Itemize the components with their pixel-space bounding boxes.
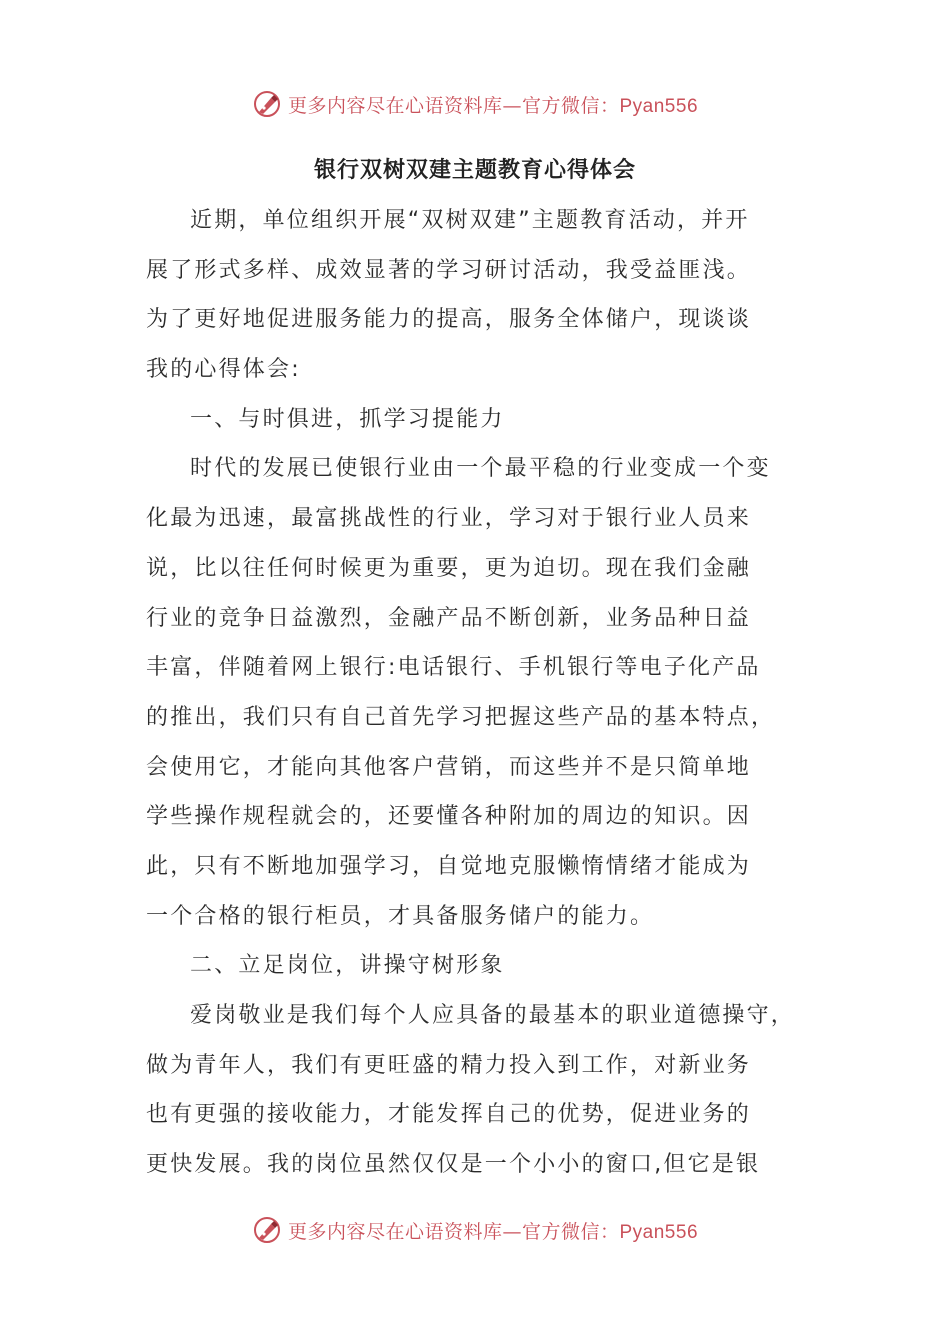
paragraph-line: 化最为迅速，最富挑战性的行业，学习对于银行业人员来 — [146, 506, 752, 532]
banner-slogan: 更多内容尽在心语资料库—官方微信： — [287, 1220, 620, 1243]
banner-wechat-id: Pyan556 — [619, 95, 699, 117]
paragraph-line: 爱岗敬业是我们每个人应具备的最基本的职业道德操守， — [190, 1003, 796, 1028]
paragraph-line: 近期，单位组织开展“双树双建”主题教育活动，并开 — [190, 208, 750, 233]
paragraph-line: 说，比以往任何时候更为重要，更为迫切。现在我们金融 — [146, 555, 752, 581]
paragraph-line: 学些操作规程就会的，还要懂各种附加的周边的知识。因 — [146, 804, 752, 830]
banner-wechat-id: Pyan556 — [619, 1221, 699, 1243]
paragraph-line: 时代的发展已使银行业由一个最平稳的行业变成一个变 — [190, 456, 771, 482]
banner-slogan: 更多内容尽在心语资料库—官方微信： — [287, 94, 620, 117]
paragraph-line: 我的心得体会: — [146, 357, 301, 383]
paragraph-line: 会使用它，才能向其他客户营销，而这些并不是只简单地 — [146, 754, 752, 780]
document-title: 银行双树双建主题教育心得体会 — [313, 158, 636, 183]
banner-text — [288, 91, 698, 118]
pen-nib-logo-icon — [252, 89, 282, 119]
paragraph-line: 的推出，我们只有自己首先学习把握这些产品的基本特点， — [146, 704, 776, 730]
section-heading-1: 一、与时俱进，抓学习提能力 — [190, 406, 505, 432]
footer-banner — [0, 1210, 950, 1250]
header-banner — [0, 84, 950, 124]
paragraph-line: 一个合格的银行柜员，才具备服务储户的能力。 — [146, 903, 655, 929]
paragraph-line: 为了更好地促进服务能力的提高，服务全体储户，现谈谈 — [146, 307, 752, 333]
section-heading-2: 二、立足岗位，讲操守树形象 — [190, 953, 505, 979]
banner-text — [288, 1217, 698, 1244]
paragraph-line: 也有更强的接收能力，才能发挥自己的优势，促进业务的 — [146, 1102, 752, 1128]
paragraph-line: 展了形式多样、成效显著的学习研讨活动，我受益匪浅。 — [146, 257, 752, 283]
paragraph-line: 丰富，伴随着网上银行:电话银行、手机银行等电子化产品 — [146, 655, 761, 681]
document-body — [146, 196, 816, 1190]
paragraph-line: 做为青年人，我们有更旺盛的精力投入到工作，对新业务 — [146, 1052, 752, 1078]
paragraph-line: 行业的竞争日益激烈，金融产品不断创新，业务品种日益 — [146, 605, 752, 631]
paragraph-line: 更快发展。我的岗位虽然仅仅是一个小小的窗口,但它是银 — [146, 1152, 761, 1178]
paragraph-line: 此，只有不断地加强学习，自觉地克服懒惰情绪才能成为 — [146, 853, 752, 879]
pen-nib-logo-icon — [252, 1215, 282, 1245]
